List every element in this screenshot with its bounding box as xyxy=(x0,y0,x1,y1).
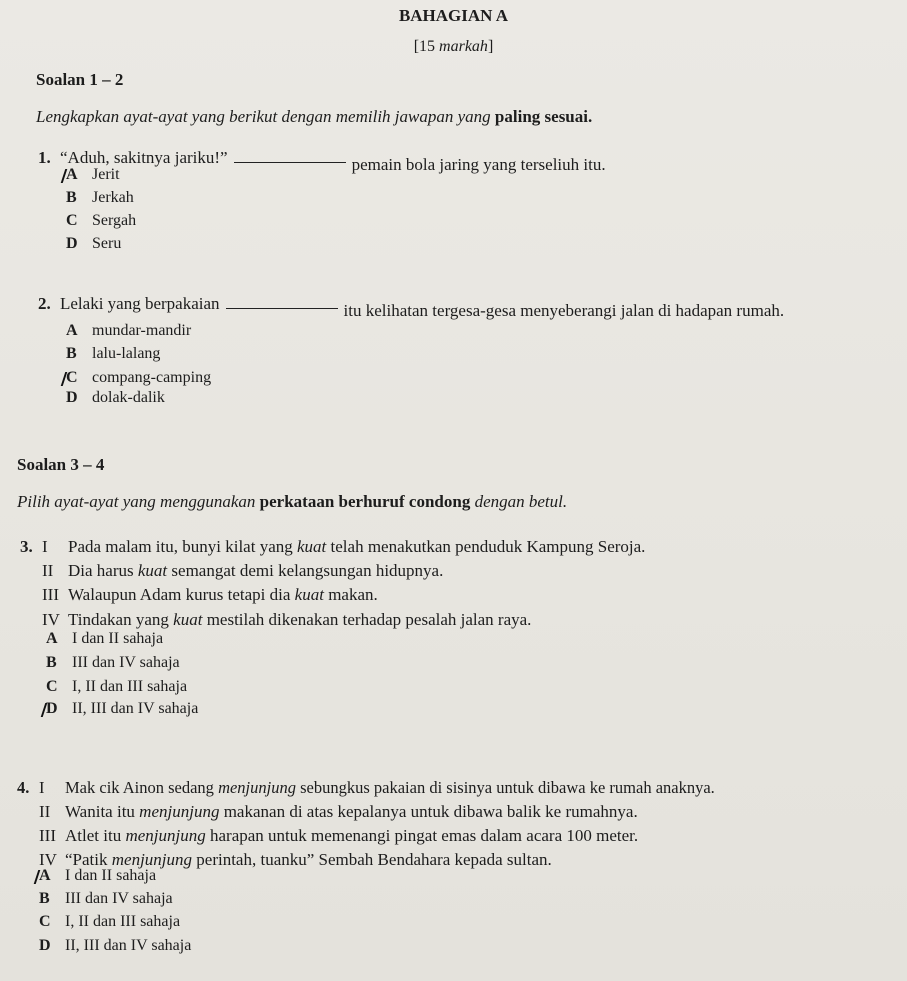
q2-option-c[interactable]: C compang-camping xyxy=(66,369,212,386)
q2-option-b[interactable]: B lalu-lalang xyxy=(66,345,161,362)
q3-statement-1: 3. I Pada malam itu, bunyi kilat yang kuat telah menakutkan penduduk Kampung Seroja. xyxy=(20,537,646,556)
q2-stem: 2. Lelaki yang berpakaian itu kelihatan tergesa-gesa menyeberangi jalan di hadapan rumah. xyxy=(38,294,785,320)
q1-blank xyxy=(234,148,346,163)
q4-option-c[interactable]: C I, II dan III sahaja xyxy=(39,913,181,930)
marks-text: [15 markah] xyxy=(413,38,494,55)
q1-stem: 1. “Aduh, sakitnya jariku!” pemain bola jaring yang terseliuh itu. xyxy=(38,148,606,174)
section-heading: BAHAGIAN A xyxy=(398,6,509,25)
q3-option-b[interactable]: B III dan IV sahaja xyxy=(46,654,180,671)
q4-statement-4: IV “Patik menjunjung perintah, tuanku” Sembah Bendahara kepada sultan. xyxy=(39,850,552,869)
q3-statement-2: II Dia harus kuat semangat demi kelangsungan hidupnya. xyxy=(42,561,444,580)
q4-option-a[interactable]: A I dan II sahaja xyxy=(39,867,157,884)
q3-statement-3: III Walaupun Adam kurus tetapi dia kuat makan. xyxy=(42,585,378,604)
q2-option-a[interactable]: A mundar-mandir xyxy=(66,322,192,339)
q1-option-b[interactable]: B Jerkah xyxy=(66,189,134,206)
q4-statement-1: 4. I Mak cik Ainon sedang menjunjung sebungkus pakaian di sisinya untuk dibawa ke rumah anaknya. xyxy=(17,778,715,797)
q2-blank xyxy=(226,294,338,309)
group2-instruction: Pilih ayat-ayat yang menggunakan perkataan berhuruf condong dengan betul. xyxy=(17,492,568,511)
group1-instruction: Lengkapkan ayat-ayat yang berikut dengan memilih jawapan yang paling sesuai. xyxy=(36,107,593,126)
q4-option-b[interactable]: B III dan IV sahaja xyxy=(39,890,173,907)
marks-label xyxy=(0,38,907,56)
q4-statement-3: III Atlet itu menjunjung harapan untuk memenangi pingat emas dalam acara 100 meter. xyxy=(39,826,639,845)
q3-option-a[interactable]: A I dan II sahaja xyxy=(46,630,164,647)
q1-option-a[interactable]: A Jerit xyxy=(66,166,120,183)
q1-option-d[interactable]: D Seru xyxy=(66,235,122,252)
q4-statement-2: II Wanita itu menjunjung makanan di atas kepalanya untuk dibawa balik ke rumahnya. xyxy=(39,802,638,821)
q4-option-d[interactable]: D II, III dan IV sahaja xyxy=(39,937,192,954)
group2-title: Soalan 3 – 4 xyxy=(17,455,105,474)
q2-option-d[interactable]: D dolak-dalik xyxy=(66,389,165,406)
group1-title: Soalan 1 – 2 xyxy=(36,70,124,89)
q1-option-c[interactable]: C Sergah xyxy=(66,212,137,229)
q3-option-c[interactable]: C I, II dan III sahaja xyxy=(46,678,188,695)
q3-statement-4: IV Tindakan yang kuat mestilah dikenakan terhadap pesalah jalan raya. xyxy=(42,610,532,629)
q3-option-d[interactable]: D II, III dan IV sahaja xyxy=(46,700,199,717)
